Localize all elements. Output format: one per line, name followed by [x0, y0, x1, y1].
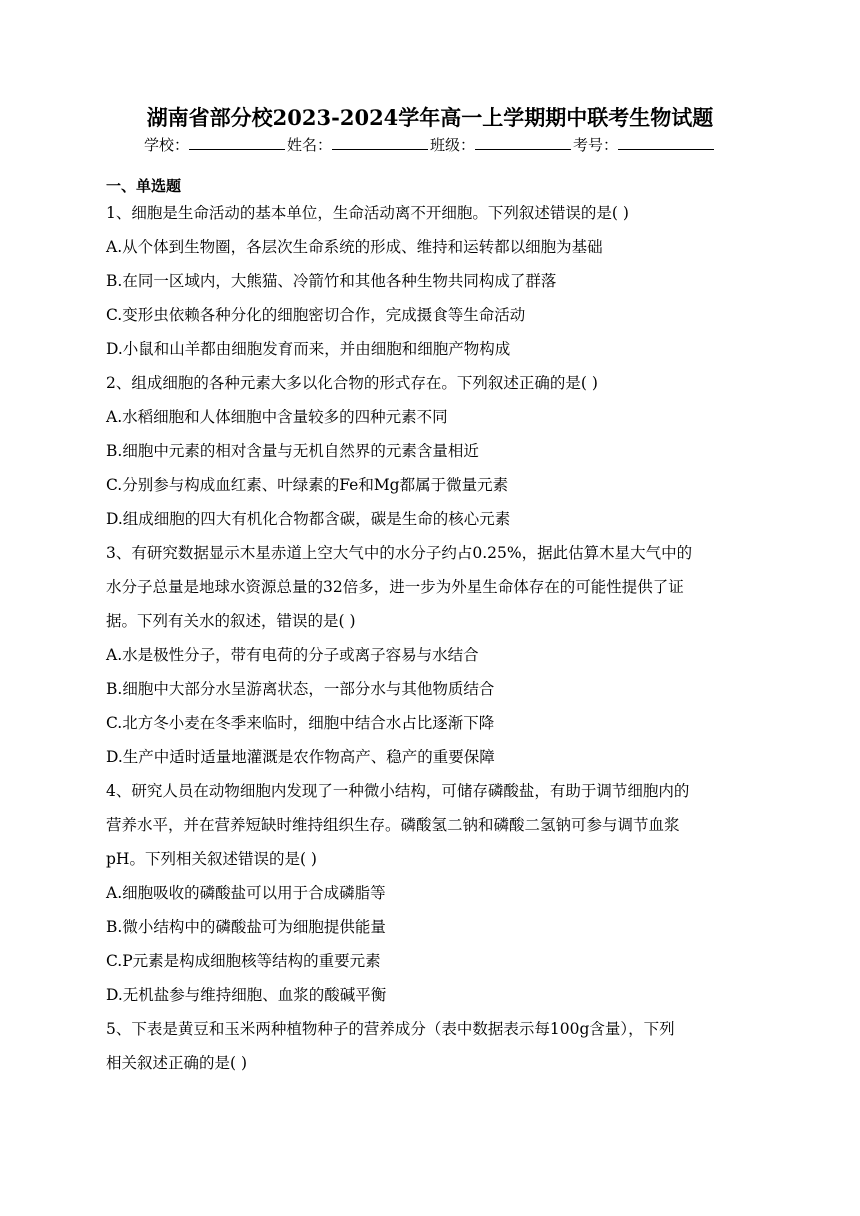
student-info-line — [0, 134, 860, 156]
question-4-stem-line-3: pH。下列相关叙述错误的是( ) — [106, 850, 317, 868]
questions-container — [106, 196, 756, 1080]
section-heading: 一、单选题 — [106, 177, 182, 195]
question-3-stem-line-3: 据。下列有关水的叙述，错误的是( ) — [106, 612, 356, 630]
question-4-option-c: C.P元素是构成细胞核等结构的重要元素 — [106, 952, 381, 970]
question-3 — [106, 536, 756, 774]
question-1-option-d: D.小鼠和山羊都由细胞发育而来，并由细胞和细胞产物构成 — [106, 340, 511, 358]
question-3-stem-line-2: 水分子总量是地球水资源总量的32倍多，进一步为外星生命体存在的可能性提供了证 — [106, 578, 684, 596]
exam-number-label: 考号： — [573, 136, 619, 154]
school-label: 学校： — [143, 136, 189, 154]
question-1-option-b: B.在同一区域内，大熊猫、冷箭竹和其他各种生物共同构成了群落 — [106, 272, 557, 290]
question-4-stem-line-2: 营养水平，并在营养短缺时维持组织生存。磷酸氢二钠和磷酸二氢钠可参与调节血浆 — [106, 816, 680, 834]
question-2-option-b: B.细胞中元素的相对含量与无机自然界的元素含量相近 — [106, 442, 479, 460]
question-1-option-c: C.变形虫依赖各种分化的细胞密切合作，完成摄食等生命活动 — [106, 306, 526, 324]
question-1 — [106, 196, 756, 366]
question-3-stem-line-1: 3、有研究数据显示木星赤道上空大气中的水分子约占0.25%，据此估算木星大气中的 — [106, 544, 693, 562]
question-1-option-a: A.从个体到生物圈，各层次生命系统的形成、维持和运转都以细胞为基础 — [106, 238, 603, 256]
name-label: 姓名： — [286, 136, 332, 154]
question-2-option-a: A.水稻细胞和人体细胞中含量较多的四种元素不同 — [106, 408, 448, 426]
question-3-option-c: C.北方冬小麦在冬季来临时，细胞中结合水占比逐渐下降 — [106, 714, 495, 732]
question-4-option-a: A.细胞吸收的磷酸盐可以用于合成磷脂等 — [106, 884, 386, 902]
school-blank[interactable] — [189, 135, 285, 150]
question-2-stem: 2、组成细胞的各种元素大多以化合物的形式存在。下列叙述正确的是( ) — [106, 374, 598, 392]
question-2-option-d: D.组成细胞的四大有机化合物都含碳，碳是生命的核心元素 — [106, 510, 511, 528]
question-2-option-c: C.分别参与构成血红素、叶绿素的Fe和Mg都属于微量元素 — [106, 476, 509, 494]
question-4-option-b: B.微小结构中的磷酸盐可为细胞提供能量 — [106, 918, 386, 936]
name-blank[interactable] — [332, 135, 428, 150]
question-3-option-a: A.水是极性分子，带有电荷的分子或离子容易与水结合 — [106, 646, 479, 664]
question-2 — [106, 366, 756, 536]
question-5-stem-line-2: 相关叙述正确的是( ) — [106, 1054, 248, 1072]
class-blank[interactable] — [475, 135, 571, 150]
question-4-stem-line-1: 4、研究人员在动物细胞内发现了一种微小结构，可储存磷酸盐，有助于调节细胞内的 — [106, 782, 690, 800]
question-4 — [106, 774, 756, 1012]
question-4-option-d: D.无机盐参与维持细胞、血浆的酸碱平衡 — [106, 986, 387, 1004]
question-1-stem: 1、细胞是生命活动的基本单位，生命活动离不开细胞。下列叙述错误的是( ) — [106, 204, 629, 222]
question-3-option-d: D.生产中适时适量地灌溉是农作物高产、稳产的重要保障 — [106, 748, 495, 766]
question-5-stem-line-1: 5、下表是黄豆和玉米两种植物种子的营养成分（表中数据表示每100g含量），下列 — [106, 1020, 675, 1038]
question-5 — [106, 1012, 756, 1080]
class-label: 班级： — [430, 136, 476, 154]
question-3-option-b: B.细胞中大部分水呈游离状态，一部分水与其他物质结合 — [106, 680, 495, 698]
page-title: 湖南省部分校2023-2024学年高一上学期期中联考生物试题 — [146, 105, 714, 130]
exam-number-blank[interactable] — [618, 135, 714, 150]
